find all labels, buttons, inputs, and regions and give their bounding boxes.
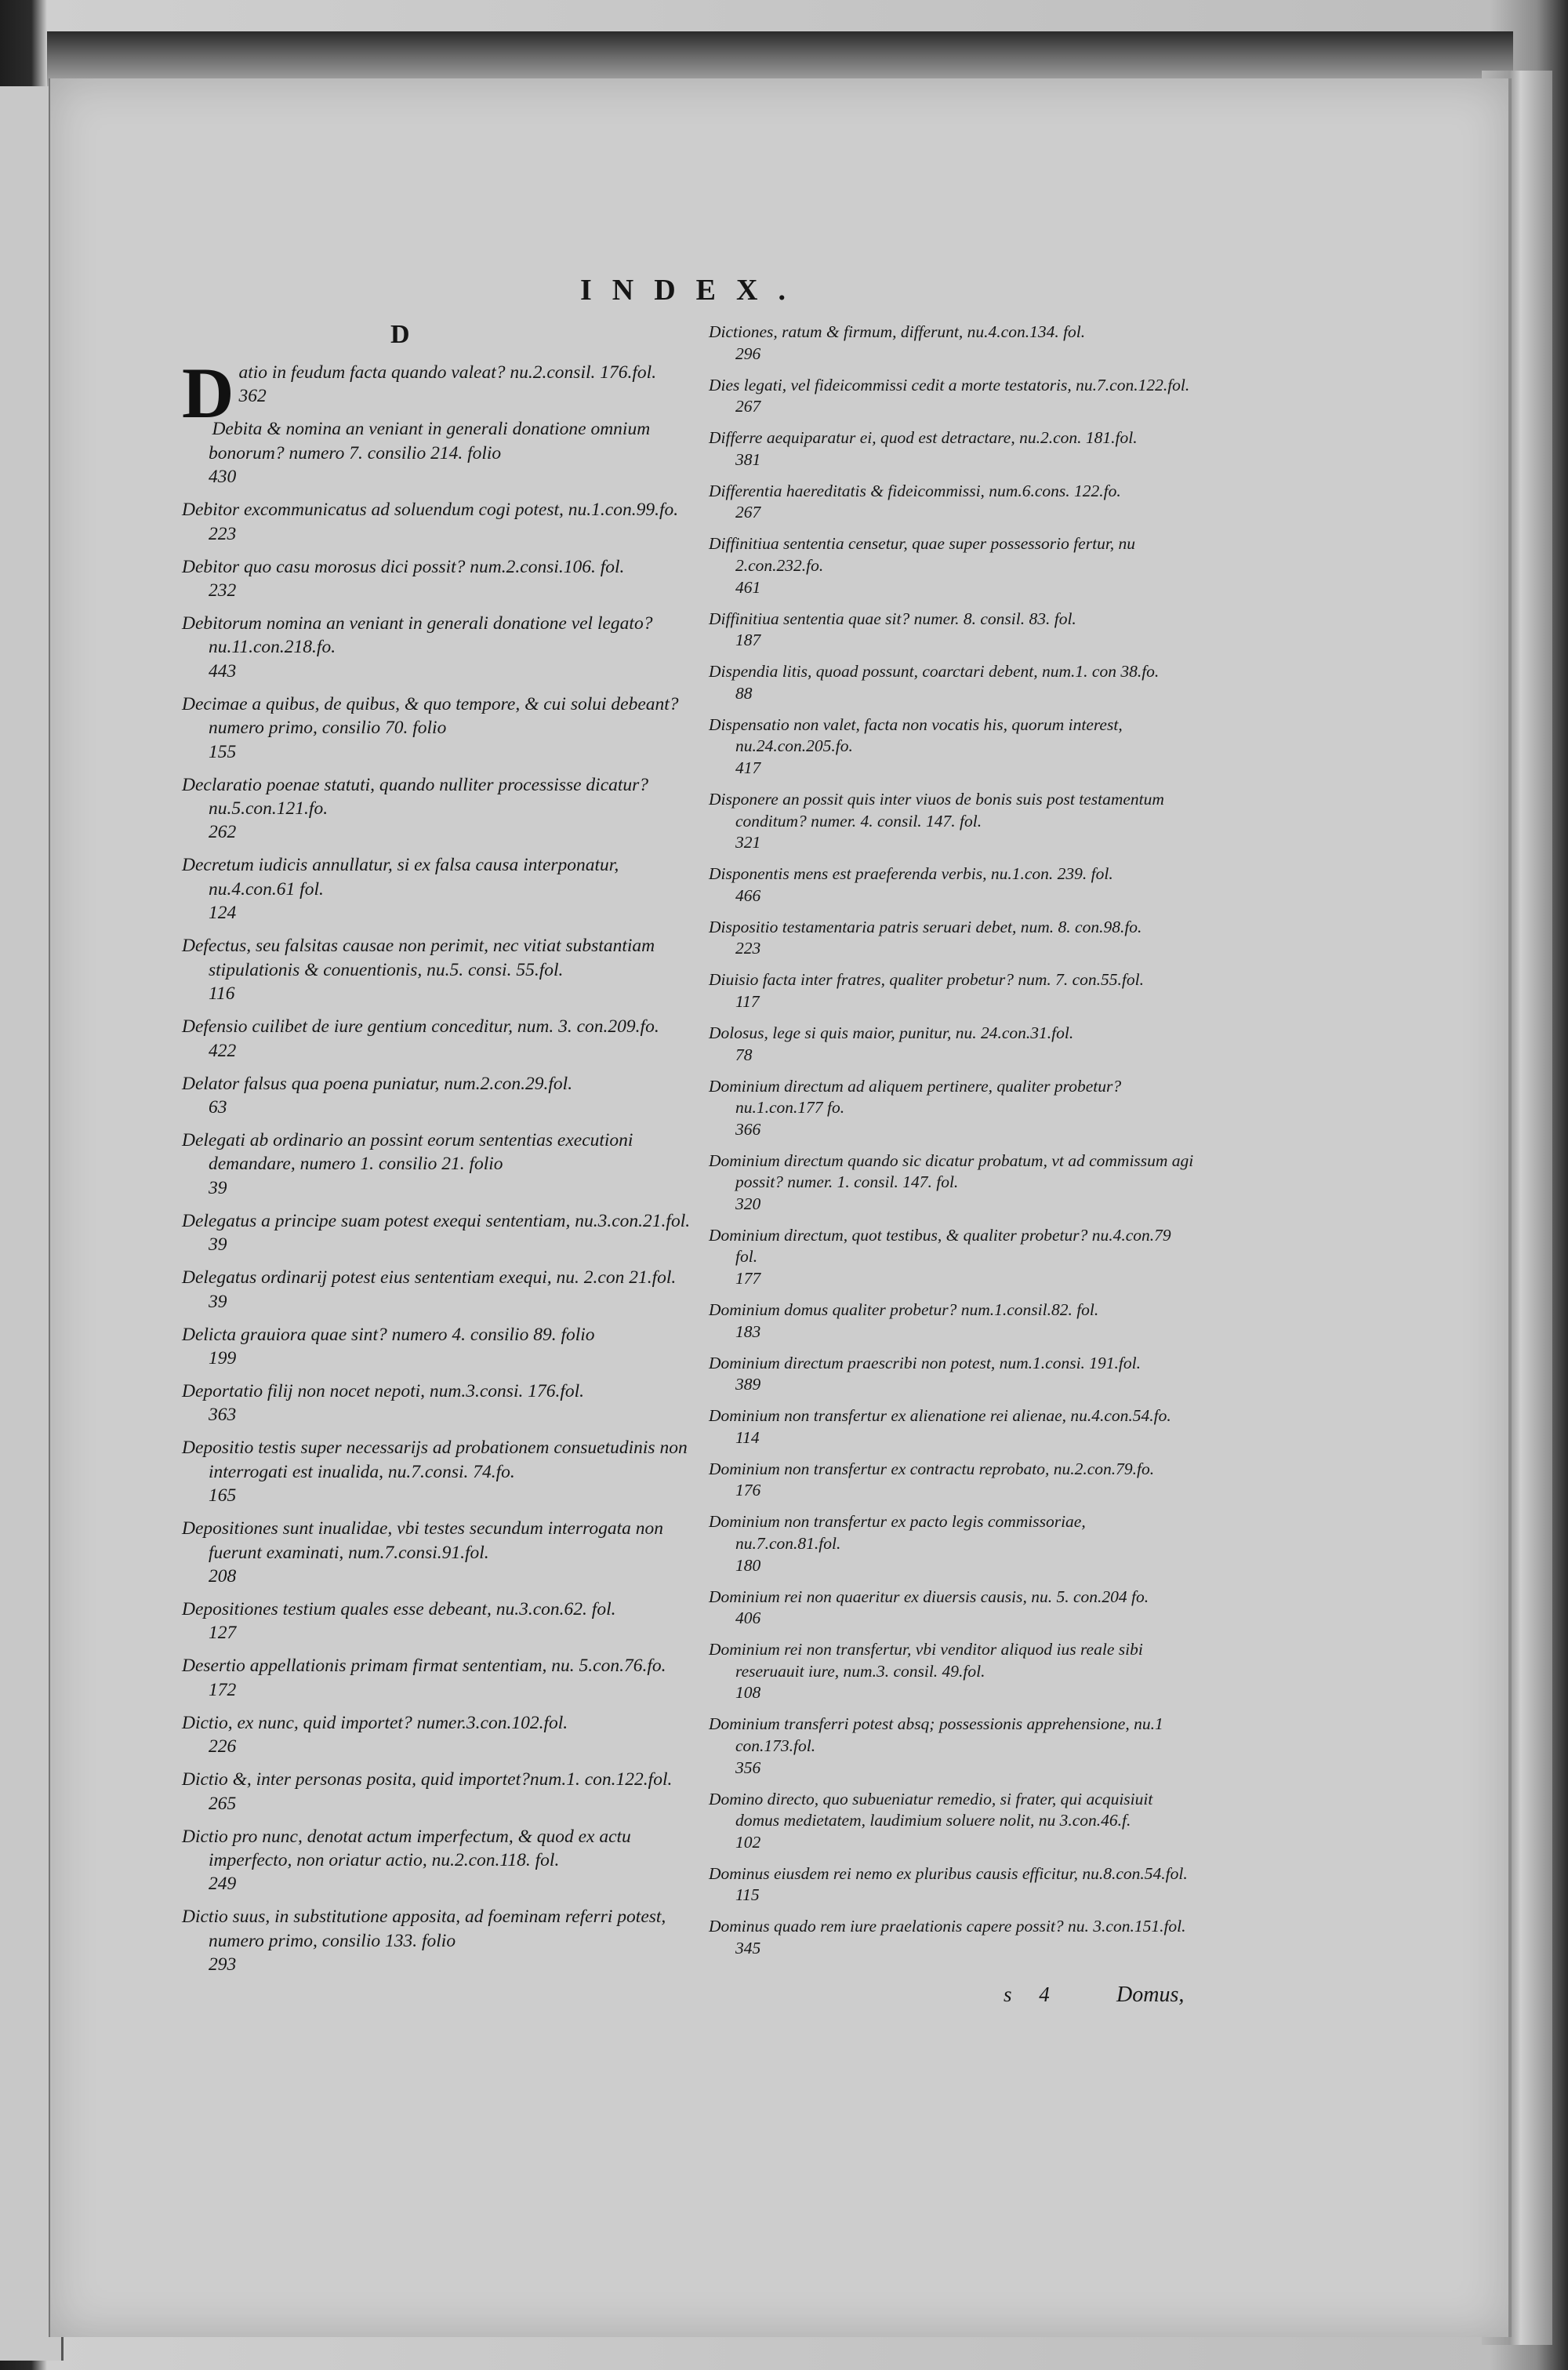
index-entry-text <box>182 1436 691 1484</box>
index-entry-label: Differre aequiparatur ei, quod est detractare, nu.2.con. 181.fol. <box>709 428 1138 448</box>
index-entry-page: 155 <box>209 741 237 762</box>
index-entry <box>709 789 1195 860</box>
index-entry <box>182 1825 691 1901</box>
index-entry-label: Debitorum nomina an veniant in generali donatione vel legato?nu.11.con.218.fo. <box>182 613 653 658</box>
index-entry-text <box>182 1768 691 1791</box>
index-entry-page: 293 <box>209 1954 237 1976</box>
index-entry-page: 267 <box>735 503 761 522</box>
index-entry-page: 63 <box>209 1096 227 1118</box>
index-entry-label: Delegatus a principe suam potest exequi sententiam, nu.3.con.21.fol. <box>182 1210 691 1231</box>
index-entry-label: Diuisio facta inter fratres, qualiter probetur? num. 7. con.55.fol. <box>709 970 1145 990</box>
index-entry-text <box>709 1300 1195 1321</box>
index-entry <box>182 773 691 849</box>
index-entry-page: 39 <box>209 1234 227 1256</box>
index-entry-page: 177 <box>735 1269 761 1289</box>
index-entry-page: 443 <box>209 660 237 682</box>
index-entry <box>709 1639 1195 1710</box>
index-entry <box>709 714 1195 786</box>
index-entry-text <box>709 714 1195 758</box>
index-entry <box>709 322 1195 372</box>
section-letter: D <box>390 320 410 349</box>
index-entry-page: 430 <box>209 467 237 488</box>
index-entry-page: 417 <box>735 758 761 777</box>
index-entry-page: 363 <box>209 1405 237 1426</box>
index-entry-label: Decimae a quibus, de quibus, & quo tempore, & cui solui debeant? numero primo, consilio 70. folio <box>182 693 679 739</box>
index-entry-page: 265 <box>209 1793 237 1814</box>
index-entry-page: 267 <box>735 397 761 416</box>
index-entry-text <box>709 1023 1195 1045</box>
index-entry-label: Defectus, seu falsitas causae non perimit, nec vitiat substantiam stipulationis & conuentionis, nu.5. consi. 55.fol. <box>182 936 655 980</box>
index-entry-text <box>182 498 691 522</box>
index-entry-text <box>182 1015 691 1038</box>
index-entry <box>182 1323 691 1375</box>
index-entry <box>182 1015 691 1067</box>
index-entry-text <box>709 1459 1195 1481</box>
index-entry-page: 176 <box>735 1481 761 1500</box>
index-entry-label: Dictio pro nunc, denotat actum imperfectum, & quod ex actu imperfecto, non oriatur actio, nu.2.con.118. fol. <box>182 1826 631 1870</box>
index-entry-page: 108 <box>735 1683 761 1703</box>
index-entry-page: 114 <box>735 1427 760 1447</box>
index-entry-page: 345 <box>735 1938 761 1957</box>
index-entry-page: 226 <box>209 1736 237 1758</box>
index-entry-text <box>709 863 1195 885</box>
index-entry-page: 422 <box>209 1040 237 1061</box>
index-entry-label: Dominus eiusdem rei nemo ex pluribus causis efficitur, nu.8.con.54.fol. <box>709 1863 1188 1883</box>
index-entry <box>709 533 1195 605</box>
index-entry-page: 187 <box>735 631 761 650</box>
index-entry-label: Dolosus, lege si quis maior, punitur, nu. 24.con.31.fol. <box>709 1023 1074 1042</box>
index-entry-text <box>709 609 1195 631</box>
index-entry <box>182 1209 691 1261</box>
index-entry <box>709 917 1195 967</box>
index-entry <box>182 1129 691 1205</box>
index-entry <box>709 1459 1195 1509</box>
index-entry <box>182 1379 691 1431</box>
index-entry-label: Debita & nomina an veniant in generali donatione omnium bonorum? numero 7. consilio 214. folio <box>209 419 651 463</box>
index-entry <box>182 353 691 433</box>
index-entry <box>182 417 691 493</box>
index-entry-page: 362 <box>238 386 267 407</box>
index-entry <box>709 661 1195 711</box>
index-entry-text <box>182 1517 691 1565</box>
index-entry-text <box>182 1129 691 1176</box>
index-entry-text <box>709 917 1195 939</box>
index-entry-label: Dominium domus qualiter probetur? num.1.consil.82. fol. <box>709 1300 1099 1320</box>
index-entry-label: Dominus quado rem iure praelationis capere possit? nu. 3.con.151.fol. <box>709 1917 1186 1936</box>
index-entry-text <box>709 1150 1195 1194</box>
index-entry-page: 232 <box>209 580 237 602</box>
index-entry-label: Depositiones testium quales esse debeant, nu.3.con.62. fol. <box>182 1598 616 1619</box>
index-entry-label: Dominium directum quando sic dicatur probatum, vt ad commissum agi possit? numer. 1. consil. 147. fol. <box>709 1150 1194 1192</box>
index-entry <box>709 1353 1195 1403</box>
index-entry <box>709 481 1195 531</box>
index-entry-text <box>709 481 1195 503</box>
index-entry-label: Dispositio testamentaria patris seruari debet, num. 8. con.98.fo. <box>709 917 1142 936</box>
index-entry-page: 78 <box>735 1045 753 1064</box>
index-entry <box>709 375 1195 425</box>
index-entry <box>182 853 691 929</box>
index-entry-text <box>709 322 1195 344</box>
index-entry-label: Defensio cuilibet de iure gentium conceditur, num. 3. con.209.fo. <box>182 1016 659 1038</box>
index-entry-text <box>182 773 691 821</box>
index-entry-text <box>709 533 1195 576</box>
index-entry-text <box>182 1209 691 1233</box>
index-entry <box>709 609 1195 659</box>
index-entry-page: 199 <box>209 1347 237 1369</box>
index-entry-text <box>182 1598 691 1621</box>
index-entry-label: Dominium directum, quot testibus, & qualiter probetur? nu.4.con.79 fol. <box>709 1225 1171 1267</box>
index-entry-label: Debitor quo casu morosus dici possit? num.2.consi.106. fol. <box>182 556 625 577</box>
index-entry <box>709 1587 1195 1637</box>
index-entry-label: Dictio suus, in substitutione apposita, ad foeminam referri potest, numero primo, consilio 133. folio <box>182 1907 666 1951</box>
index-entry <box>182 1072 691 1124</box>
index-entry-label: Disponere an possit quis inter viuos de bonis suis post testamentum conditum? numer. 4. consil. 147. fol. <box>709 789 1164 831</box>
index-entry-page: 115 <box>735 1885 760 1905</box>
index-entry-text <box>709 427 1195 449</box>
catchword: Domus, <box>1116 1983 1185 2007</box>
index-entry-page: 127 <box>209 1623 237 1644</box>
index-entry-label: Declaratio poenae statuti, quando nulliter processisse dicatur?nu.5.con.121.fo. <box>182 774 649 820</box>
index-entry-page: 116 <box>209 983 235 1005</box>
index-entry <box>182 1266 691 1318</box>
index-entry-page: 117 <box>735 991 760 1011</box>
index-entry <box>182 498 691 550</box>
index-entry-page: 223 <box>209 523 237 544</box>
index-entry-text <box>709 1789 1195 1832</box>
index-entry-label: Dictiones, ratum & firmum, differunt, nu.4.con.134. fol. <box>709 322 1086 341</box>
index-entry-text <box>182 692 691 740</box>
index-entry-page: 172 <box>209 1679 237 1700</box>
index-entry-page: 223 <box>735 939 761 958</box>
index-entry-label: Deportatio filij non nocet nepoti, num.3.consi. 176.fol. <box>182 1380 585 1401</box>
index-entry-label: Debitor excommunicatus ad soluendum cogi potest, nu.1.con.99.fo. <box>182 500 679 521</box>
index-entry-label: Depositio testis super necessarijs ad probationem consuetudinis non interrogati est inualida, nu.7.consi. 74.fo. <box>182 1438 688 1482</box>
index-entry-label: Delegati ab ordinario an possint eorum sententias executioni demandare, numero 1. consilio 21. folio <box>182 1129 633 1175</box>
index-entry-label: Dominium rei non transfertur, vbi venditor aliquod ius reale sibi reseruauit iure, num.3. consil. 49.fol. <box>709 1640 1143 1681</box>
index-entry-text <box>182 1711 691 1735</box>
index-entry-text <box>709 1916 1195 1938</box>
index-entry-text <box>709 1863 1195 1885</box>
index-entry-page: 208 <box>209 1565 237 1587</box>
index-entry-label: Dominium rei non quaeritur ex diuersis causis, nu. 5. con.204 fo. <box>709 1587 1149 1606</box>
index-entry-label: Desertio appellationis primam firmat sententiam, nu. 5.con.76.fo. <box>182 1656 666 1677</box>
index-entry <box>709 1405 1195 1456</box>
index-entry-label: Dictio, ex nunc, quid importet? numer.3.con.102.fol. <box>182 1712 568 1733</box>
index-entry-page: 389 <box>735 1375 761 1394</box>
index-entry <box>709 863 1195 914</box>
index-entry <box>182 1711 691 1763</box>
index-entry-text <box>709 789 1195 832</box>
index-entry <box>182 1517 691 1593</box>
index-entry-label: Decretum iudicis annullatur, si ex falsa causa interponatur, nu.4.con.61 fol. <box>182 855 619 900</box>
index-entry-text <box>709 1714 1195 1757</box>
index-entry-label: Dominium non transfertur ex contractu reprobato, nu.2.con.79.fo. <box>709 1459 1155 1478</box>
index-entry-text <box>182 853 691 901</box>
index-entry <box>709 427 1195 478</box>
index-entry-text <box>182 1072 691 1096</box>
index-entry-text <box>709 1225 1195 1268</box>
index-entry-label: Delicta grauiora quae sint? numero 4. consilio 89. folio <box>182 1324 595 1345</box>
index-entry <box>709 1300 1195 1350</box>
index-entry-label: atio in feudum facta quando valeat? nu.2.consil. 176.fol. <box>238 362 657 383</box>
index-entry-label: Disponentis mens est praeferenda verbis, nu.1.con. 239. fol. <box>709 864 1113 884</box>
index-entry-text <box>182 1379 691 1403</box>
index-entry-page: 88 <box>735 683 753 703</box>
index-entry-label: Dominium non transfertur ex alienatione rei alienae, nu.4.con.54.fo. <box>709 1406 1171 1426</box>
index-entry-label: Depositiones sunt inualidae, vbi testes secundum interrogata non fuerunt examinati, num.7.consi.91.fol. <box>182 1518 663 1563</box>
index-entry-page: 249 <box>209 1874 237 1895</box>
index-entry-text <box>709 1511 1195 1554</box>
index-entry-text <box>182 417 691 465</box>
index-entry-text <box>709 1639 1195 1682</box>
index-entry <box>709 1225 1195 1296</box>
index-entry-page: 406 <box>735 1608 761 1628</box>
index-entry-text <box>709 969 1195 991</box>
index-entry-label: Diffinitiua sententia quae sit? numer. 8. consil. 83. fol. <box>709 609 1076 628</box>
index-entry-label: Delator falsus qua poena puniatur, num.2.con.29.fol. <box>182 1073 573 1094</box>
index-column-left <box>182 353 691 1986</box>
index-entry-page: 366 <box>735 1119 761 1139</box>
index-entry <box>709 1863 1195 1914</box>
index-entry-text <box>182 1266 691 1289</box>
index-entry-text <box>709 1587 1195 1608</box>
signature-mark: s 4 <box>1004 1983 1061 2006</box>
index-entry <box>709 1150 1195 1222</box>
index-entry-label: Dispensatio non valet, facta non vocatis his, quorum interest, nu.24.con.205.fo. <box>709 714 1123 756</box>
index-entry-label: Dies legati, vel fideicommissi cedit a morte testatoris, nu.7.con.122.fol. <box>709 375 1190 394</box>
index-entry <box>182 1654 691 1706</box>
index-column-right <box>709 322 1195 1969</box>
index-entry-label: Delegatus ordinarij potest eius sententiam exequi, nu. 2.con 21.fol. <box>182 1267 677 1289</box>
index-entry-text <box>182 1825 691 1873</box>
index-entry-page: 39 <box>209 1291 227 1312</box>
index-entry-page: 356 <box>735 1758 761 1777</box>
index-entry-label: Differentia haereditatis & fideicommissi, num.6.cons. 122.fo. <box>709 481 1121 500</box>
index-entry-page: 165 <box>209 1485 237 1507</box>
index-entry-label: Dictio &, inter personas posita, quid importet?num.1. con.122.fol. <box>182 1769 673 1790</box>
index-entry-page: 320 <box>735 1194 761 1213</box>
index-entry-page: 296 <box>735 344 761 363</box>
index-entry-text <box>709 1076 1195 1119</box>
index-entry-label: Domino directo, quo subueniatur remedio, si frater, qui acquisiuit domus medietatem, laudimium soluere nolit, nu 3.con.46.f. <box>709 1789 1153 1830</box>
index-entry-page: 262 <box>209 822 237 843</box>
index-entry-page: 124 <box>209 903 237 924</box>
index-entry-page: 466 <box>735 885 761 905</box>
index-entry-label: Dominium transferri potest absq; possessionis apprehensione, nu.1 con.173.fol. <box>709 1714 1163 1755</box>
index-entry <box>182 1768 691 1819</box>
index-entry-text <box>182 934 691 982</box>
index-entry-page: 180 <box>735 1555 761 1575</box>
index-entry-page: 321 <box>735 833 761 852</box>
index-entry-label: Diffinitiua sententia censetur, quae super possessorio fertur, nu 2.con.232.fo. <box>709 534 1136 575</box>
index-entry-page: 39 <box>209 1177 227 1198</box>
index-entry-label: Dominium non transfertur ex pacto legis commissoriae, nu.7.con.81.fol. <box>709 1512 1086 1554</box>
index-entry-text <box>182 555 691 579</box>
index-entry-text <box>709 1353 1195 1375</box>
index-entry-text <box>709 375 1195 397</box>
index-entry <box>709 1714 1195 1785</box>
index-entry <box>182 1598 691 1649</box>
index-entry <box>709 1916 1195 1966</box>
index-entry-text <box>182 1323 691 1347</box>
index-entry-text <box>182 1654 691 1678</box>
index-entry-text <box>182 612 691 660</box>
index-entry-page: 461 <box>735 577 761 597</box>
index-entry <box>709 1511 1195 1583</box>
index-entry <box>709 969 1195 1020</box>
index-entry-text <box>182 1905 691 1953</box>
index-entry-page: 102 <box>735 1832 761 1852</box>
page-title: INDEX. <box>580 274 806 307</box>
index-entry-page: 381 <box>735 449 761 469</box>
index-entry <box>182 692 691 769</box>
index-entry <box>182 612 691 688</box>
index-entry-label: Dominium directum ad aliquem pertinere, qualiter probetur? nu.1.con.177 fo. <box>709 1076 1122 1118</box>
index-entry <box>182 1436 691 1512</box>
index-entry <box>709 1789 1195 1860</box>
index-entry <box>709 1023 1195 1073</box>
index-entry-page: 183 <box>735 1321 761 1341</box>
index-entry-text <box>709 661 1195 683</box>
index-entry <box>182 934 691 1010</box>
drop-capital: D <box>182 353 234 433</box>
index-entry <box>182 555 691 607</box>
index-entry-label: Dispendia litis, quoad possunt, coarctari debent, num.1. con 38.fo. <box>709 662 1160 682</box>
index-entry-label: Dominium directum praescribi non potest, num.1.consi. 191.fol. <box>709 1353 1142 1372</box>
index-entry <box>709 1076 1195 1147</box>
index-entry <box>182 1905 691 1981</box>
index-entry-text <box>709 1405 1195 1427</box>
